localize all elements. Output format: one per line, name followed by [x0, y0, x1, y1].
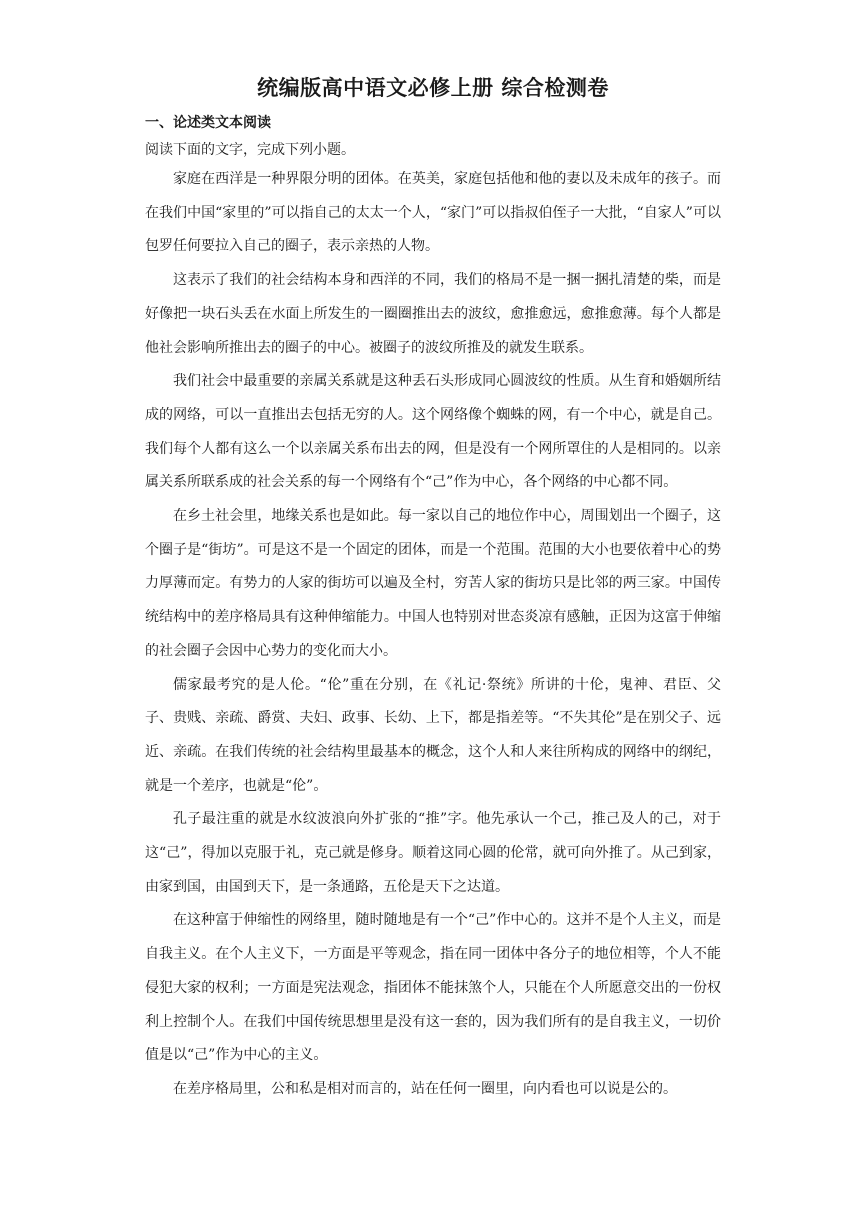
passage-paragraph-5: 儒家最考究的是人伦。“伦”重在分别，在《礼记·祭统》所讲的十伦，鬼神、君臣、父子、贵贱、亲疏、爵赏、夫妇、政事、长幼、上下，都是指差等。“不失其伦”是在别父子、远近、亲疏。在我们传统的社会结构里最基本的概念，这个人和人来往所构成的网络中的纲纪，就是一个差序，也就是“伦”。 — [145, 676, 721, 794]
passage-paragraph-4: 在乡土社会里，地缘关系也是如此。每一家以自己的地位作中心，周围划出一个圈子，这个圈子是“街坊”。可是这不是一个固定的团体，而是一个范围。范围的大小也要依着中心的势力厚薄而定。有势力的人家的街坊可以遍及全村，穷苦人家的街坊只是比邻的两三家。中国传统结构中的差序格局具有这种伸缩能力。中国人也特别对世态炎凉有感触，正因为这富于伸缩的社会圈子会因中心势力的变化而大小。 — [145, 508, 721, 659]
document-title: 统编版高中语文必修上册 综合检测卷 — [257, 76, 609, 100]
passage-paragraph-8: 在差序格局里，公和私是相对而言的，站在任何一圈里，向内看也可以说是公的。 — [173, 1080, 677, 1097]
passage-paragraph-6: 孔子最注重的就是水纹波浪向外扩张的“推”字。他先承认一个己，推己及人的己，对于这“己”，得加以克服于礼，克己就是修身。顺着这同心圆的伦常，就可向外推了。从己到家，由家到国，由国到天下，是一条通路，五伦是天下之达道。 — [145, 811, 721, 895]
reading-instruction: 阅读下面的文字，完成下列小题。 — [145, 142, 355, 158]
passage-body — [145, 163, 721, 1107]
passage-paragraph-7: 在这种富于伸缩性的网络里，随时随地是有一个“己”作中心的。这并不是个人主义，而是自我主义。在个人主义下，一方面是平等观念，指在同一团体中各分子的地位相等，个人不能侵犯大家的权利；一方面是宪法观念，指团体不能抹煞个人，只能在个人所愿意交出的一份权利上控制个人。在我们中国传统思想里是没有这一套的，因为我们所有的是自我主义，一切价值是以“己”作为中心的主义。 — [145, 912, 721, 1064]
document-page — [145, 74, 721, 1107]
passage-paragraph-1: 家庭在西洋是一种界限分明的团体。在英美，家庭包括他和他的妻以及未成年的孩子。而在我们中国“家里的”可以指自己的太太一个人，“家门”可以指叔伯侄子一大批，“自家人”可以包罗任何要拉入自己的圈子，表示亲热的人物。 — [145, 171, 721, 255]
passage-paragraph-2: 这表示了我们的社会结构本身和西洋的不同，我们的格局不是一捆一捆扎清楚的柴，而是好像把一块石头丢在水面上所发生的一圈圈推出去的波纹，愈推愈远，愈推愈薄。每个人都是他社会影响所推出去的圈子的中心。被圈子的波纹所推及的就发生联系。 — [145, 272, 721, 356]
passage-paragraph-3: 我们社会中最重要的亲属关系就是这种丢石头形成同心圆波纹的性质。从生育和婚姻所结成的网络，可以一直推出去包括无穷的人。这个网络像个蜘蛛的网，有一个中心，就是自己。我们每个人都有这么一个以亲属关系布出去的网，但是没有一个网所罩住的人是相同的。以亲属关系所联系成的社会关系的每一个网络有个“己”作为中心，各个网络的中心都不同。 — [145, 373, 721, 491]
section-heading: 一、论述类文本阅读 — [145, 115, 271, 131]
